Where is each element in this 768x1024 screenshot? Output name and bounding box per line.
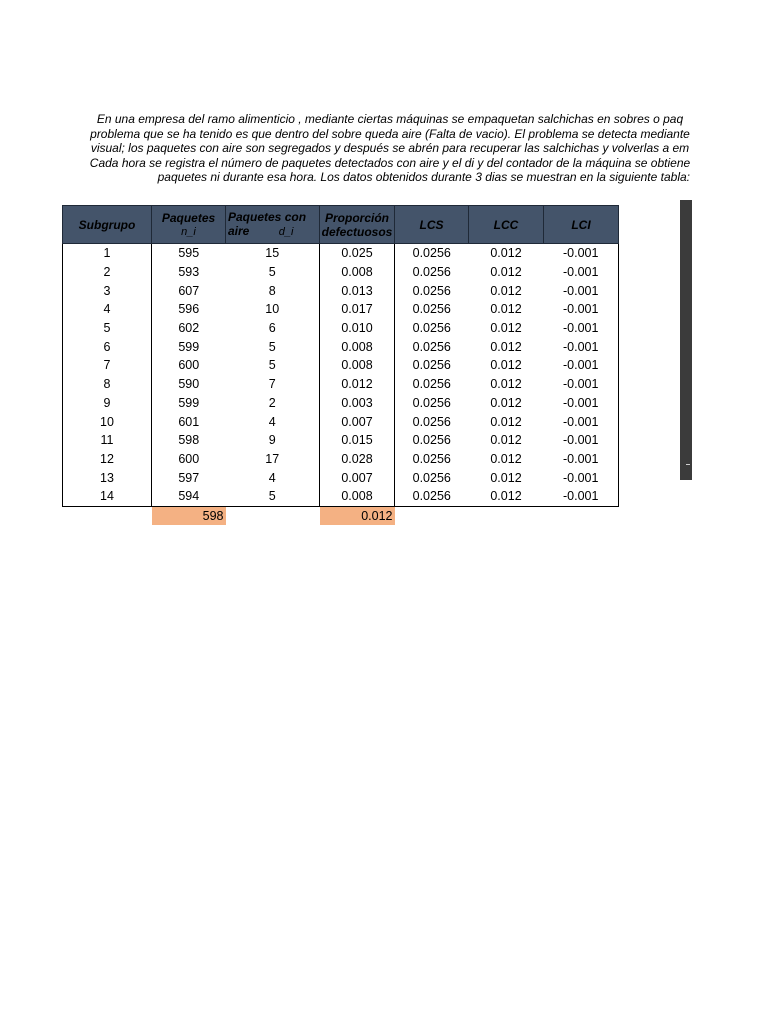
subgrupo-cell[interactable]: 9 [63,394,152,413]
header-lci[interactable]: LCI [544,206,619,244]
proporcion-cell[interactable]: 0.010 [320,319,395,338]
proporcion-cell[interactable]: 0.028 [320,450,395,469]
aire-cell[interactable]: 5 [268,339,276,354]
lci-cell[interactable]: -0.001 [544,244,619,263]
subgrupo-cell[interactable]: 5 [63,319,152,338]
subgrupo-cell[interactable]: 3 [63,281,152,300]
proporcion-cell[interactable]: 0.015 [320,431,395,450]
lcs-cell[interactable]: 0.0256 [412,414,451,429]
paquetes-cell[interactable]: 601 [178,414,200,429]
subgrupo-cell[interactable]: 6 [63,337,152,356]
lci-cell[interactable]: -0.001 [544,319,619,338]
subgrupo-cell[interactable]: 7 [63,356,152,375]
lci-cell[interactable]: -0.001 [544,394,619,413]
lcs-cell[interactable]: 0.0256 [412,377,451,392]
lcc-cell[interactable]: 0.012 [490,283,522,298]
lci-cell[interactable]: -0.001 [544,375,619,394]
side-panel-tick [686,464,690,465]
paquetes-cell[interactable]: 607 [178,283,200,298]
subgrupo-cell[interactable]: 10 [63,412,152,431]
lcc-cell[interactable]: 0.012 [490,339,522,354]
proporcion-average-cell[interactable]: 0.012 [320,506,395,525]
header-proporcion[interactable]: Proporción defectuosos [320,206,395,244]
proporcion-cell[interactable]: 0.012 [320,375,395,394]
lcc-cell[interactable]: 0.012 [490,451,522,466]
header-paquetes-aire[interactable]: Paquetes con aire d_i [226,206,320,244]
lci-cell[interactable]: -0.001 [544,263,619,282]
proporcion-cell[interactable]: 0.008 [320,487,395,506]
intro-line-5: paquetes ni durante esa hora. Los datos obtenidos durante 3 dias se muestran en la siguiente tabla: [157,170,690,184]
lcc-cell[interactable]: 0.012 [490,321,522,336]
aire-cell[interactable]: 9 [268,433,276,448]
lci-cell[interactable]: -0.001 [544,412,619,431]
header-paquetes-sub: n_i [181,225,196,238]
table-row [63,468,619,487]
table-header-row [63,206,619,244]
aire-cell[interactable]: 4 [268,414,276,429]
table-row [63,450,619,469]
table-row [63,412,619,431]
aire-cell[interactable]: 17 [265,451,280,466]
lci-cell[interactable]: -0.001 [544,468,619,487]
table-row [63,300,619,319]
lcs-cell[interactable]: 0.0256 [412,339,451,354]
aire-cell[interactable]: 4 [268,470,276,485]
lcc-cell[interactable]: 0.012 [490,433,522,448]
lcc-cell[interactable]: 0.012 [490,265,522,280]
lcs-cell[interactable]: 0.0256 [412,358,451,373]
aire-cell[interactable]: 8 [268,283,276,298]
lcc-cell[interactable]: 0.012 [490,302,522,317]
aire-cell[interactable]: 5 [268,265,276,280]
paquetes-cell[interactable]: 594 [152,487,226,506]
lcs-cell[interactable]: 0.0256 [395,487,469,506]
lci-cell[interactable]: -0.001 [544,431,619,450]
lcs-cell[interactable]: 0.0256 [412,246,451,261]
header-aire-sub: d_i [278,226,294,238]
subgrupo-cell[interactable]: 14 [63,487,152,506]
intro-line-4: Cada hora se registra el número de paquetes detectados con aire y el di y del contador de la máquina se obtiene [89,155,691,170]
paquetes-cell[interactable]: 590 [178,377,200,392]
lcs-cell[interactable]: 0.0256 [412,451,451,466]
paquetes-cell[interactable]: 600 [178,358,200,373]
lcc-cell[interactable]: 0.012 [490,246,522,261]
lci-cell[interactable]: -0.001 [544,281,619,300]
subgrupo-cell[interactable]: 8 [63,375,152,394]
header-lcs[interactable]: LCS [395,206,469,244]
aire-cell[interactable]: 15 [265,246,280,261]
proporcion-cell[interactable]: 0.007 [320,468,395,487]
header-lcc[interactable]: LCC [469,206,544,244]
paquetes-cell[interactable]: 598 [178,433,200,448]
proporcion-cell[interactable]: 0.008 [320,356,395,375]
subgrupo-cell[interactable]: 12 [63,450,152,469]
lcc-cell[interactable]: 0.012 [490,395,522,410]
subgrupo-cell[interactable]: 1 [63,244,152,263]
lcs-cell[interactable]: 0.0256 [412,395,451,410]
paquetes-cell[interactable]: 595 [178,246,200,261]
header-paquetes[interactable]: Paquetes n_i [152,206,226,244]
summary-row [63,506,619,525]
lcc-cell[interactable]: 0.012 [490,358,522,373]
paquetes-cell[interactable]: 596 [178,302,200,317]
header-subgrupo[interactable]: Subgrupo [63,206,152,244]
table-row [63,394,619,413]
paquetes-cell[interactable]: 593 [178,265,200,280]
aire-cell[interactable]: 10 [265,302,280,317]
lci-cell[interactable]: -0.001 [544,300,619,319]
subgrupo-cell[interactable]: 13 [63,468,152,487]
paquetes-cell[interactable]: 602 [178,321,200,336]
paquetes-cell[interactable]: 597 [178,470,200,485]
side-panel-bar [680,200,692,480]
lcc-cell[interactable]: 0.012 [469,487,544,506]
subgrupo-cell[interactable]: 4 [63,300,152,319]
lcs-cell[interactable]: 0.0256 [412,321,451,336]
lci-cell[interactable]: -0.001 [544,337,619,356]
table-row [63,319,619,338]
lci-cell[interactable]: -0.001 [544,356,619,375]
paquetes-cell[interactable]: 599 [178,339,200,354]
lcc-cell[interactable]: 0.012 [490,377,522,392]
table-row [63,263,619,282]
proporcion-cell[interactable]: 0.013 [320,281,395,300]
lci-cell[interactable]: -0.001 [544,487,619,506]
paquetes-cell[interactable]: 600 [178,451,200,466]
paquetes-average-cell[interactable]: 598 [152,506,226,525]
aire-cell[interactable]: 7 [268,377,276,392]
proporcion-cell[interactable]: 0.008 [320,263,395,282]
problem-statement [60,112,692,188]
lcc-cell[interactable]: 0.012 [490,470,522,485]
intro-line-2: problema que se ha tenido es que dentro del sobre queda aire (Falta de vacio). El problema se detecta mediante [90,126,690,141]
aire-cell[interactable]: 5 [268,358,276,373]
aire-cell[interactable]: 5 [226,487,320,506]
data-table-container [62,205,618,525]
subgrupo-cell[interactable]: 2 [63,263,152,282]
table-row [63,337,619,356]
proporcion-cell[interactable]: 0.017 [320,300,395,319]
table-row [63,281,619,300]
proporcion-cell[interactable]: 0.025 [320,244,395,263]
table-row [63,356,619,375]
intro-line-3: visual; los paquetes con aire son segregados y después se abrén para recuperar las salchichas y volverlas a em [90,141,690,155]
proporcion-cell[interactable]: 0.008 [320,337,395,356]
lcc-cell[interactable]: 0.012 [490,414,522,429]
control-chart-table [62,205,619,525]
aire-cell[interactable]: 6 [268,321,276,336]
proporcion-cell[interactable]: 0.007 [320,412,395,431]
lcs-cell[interactable]: 0.0256 [412,283,451,298]
table-row [63,244,619,263]
table-row [63,487,619,506]
table-row [63,431,619,450]
paquetes-cell[interactable]: 599 [178,395,200,410]
lcs-cell[interactable]: 0.0256 [412,302,451,317]
lcs-cell[interactable]: 0.0256 [412,433,451,448]
proporcion-cell[interactable]: 0.003 [320,394,395,413]
subgrupo-cell[interactable]: 11 [63,431,152,450]
table-row [63,375,619,394]
intro-line-1: En una empresa del ramo alimenticio , mediante ciertas máquinas se empaquetan salchichas en sobres o paq [96,112,684,126]
lcs-cell[interactable]: 0.0256 [412,265,451,280]
lci-cell[interactable]: -0.001 [544,450,619,469]
lcs-cell[interactable]: 0.0256 [412,470,451,485]
aire-cell[interactable]: 2 [268,395,276,410]
